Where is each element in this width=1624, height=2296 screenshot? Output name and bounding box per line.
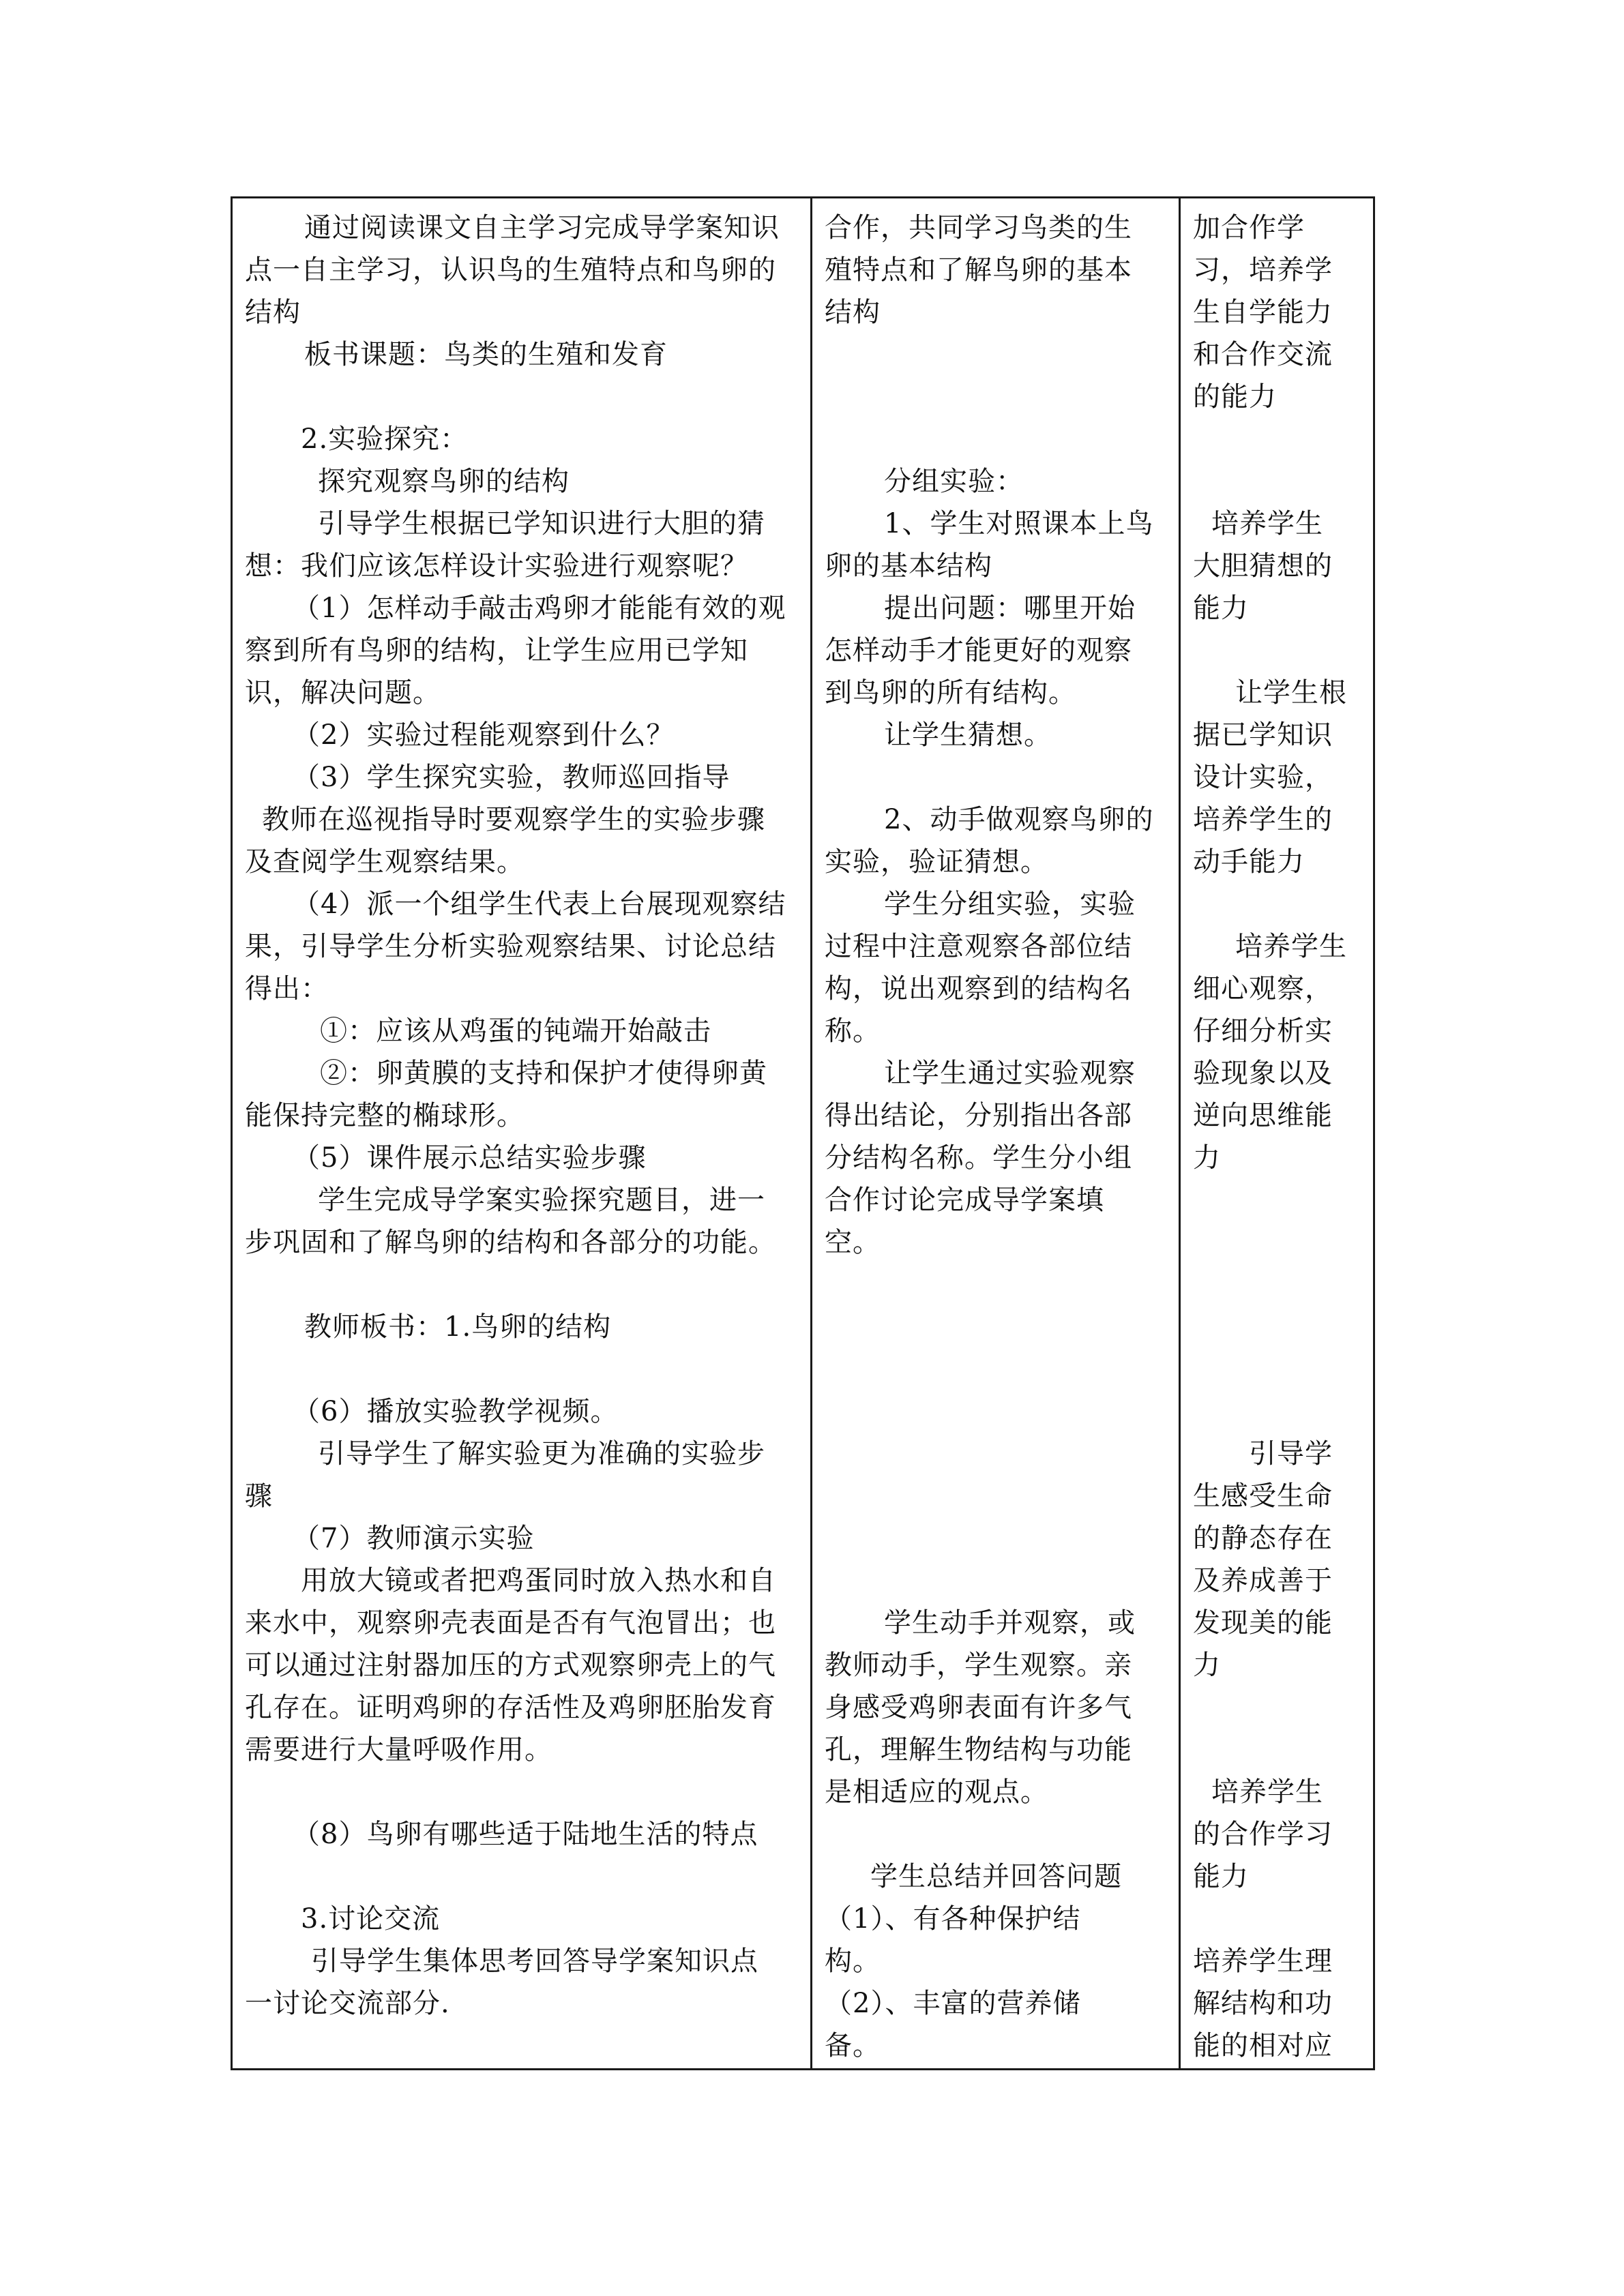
col1-text-line: ①：应该从鸡蛋的钝端开始敲击	[320, 1015, 711, 1047]
col1-text-line: （3）学生探究实验，教师巡回指导	[293, 762, 730, 793]
col1-text-line: 察到所有鸟卵的结构，让学生应用已学知	[245, 635, 748, 666]
col1-text-line: 得出：	[245, 973, 329, 1004]
col3-text-line: 生自学能力	[1193, 297, 1333, 328]
col3-text-line: 发现美的能	[1193, 1607, 1333, 1639]
col2-text-line: 实验，验证猜想。	[825, 846, 1048, 878]
col2-text-line: 过程中注意观察各部位结	[825, 931, 1132, 962]
col2-text-line: 构，说出观察到的结构名	[825, 973, 1132, 1004]
col3-text-line: 设计实验，	[1193, 762, 1333, 793]
col3-text-line: 生感受生命	[1193, 1480, 1333, 1512]
col2-text-line: 卵的基本结构	[825, 550, 992, 582]
col1-text-line: 步巩固和了解鸟卵的结构和各部分的功能。	[245, 1227, 776, 1258]
col2-text-line: 教师动手，学生观察。亲	[825, 1650, 1132, 1681]
col3-text-line: 力	[1193, 1142, 1221, 1174]
col1-text-line: 引导学生了解实验更为准确的实验步	[318, 1438, 765, 1470]
col3-text-line: 能力	[1193, 593, 1249, 624]
col3-text-line: 培养学生	[1211, 508, 1323, 539]
col3-text-line: 的合作学习	[1193, 1819, 1333, 1850]
col1-text-line: 板书课题：鸟类的生殖和发育	[304, 339, 668, 370]
col2-text-line: 学生总结并回答问题	[870, 1861, 1122, 1892]
col3-text-line: 据已学知识	[1193, 719, 1333, 751]
col1-text-line: 结构	[245, 297, 301, 328]
col2-text-line: 提出问题：哪里开始	[884, 593, 1136, 624]
col1-text-line: （2）实验过程能观察到什么？	[293, 719, 675, 751]
col1-text-line: 果，引导学生分析实验观察结果、讨论总结	[245, 931, 776, 962]
col2-text-line: 构。	[825, 1945, 881, 1977]
col2-text-line: 是相适应的观点。	[825, 1776, 1048, 1808]
col2-text-line: 孔，理解生物结构与功能	[825, 1734, 1132, 1765]
col1-text-line: 及查阅学生观察结果。	[245, 846, 525, 878]
col1-text-line: （6）播放实验教学视频。	[293, 1396, 619, 1427]
col1-text-line: 识，解决问题。	[245, 677, 441, 709]
col2-text-line: 让学生猜想。	[884, 719, 1052, 751]
col3-text-line: 细心观察，	[1193, 973, 1333, 1004]
col1-text-line: 教师板书：1.鸟卵的结构	[304, 1311, 612, 1343]
col2-text-line: 到鸟卵的所有结构。	[825, 677, 1076, 709]
col2-text-line: （2）、丰富的营养储	[825, 1988, 1081, 2019]
col1-text-line: 学生完成导学案实验探究题目，进一	[318, 1184, 765, 1216]
col1-text-line: 探究观察鸟卵的结构	[318, 466, 570, 497]
col1-text-line: （8）鸟卵有哪些适于陆地生活的特点	[293, 1819, 758, 1850]
col3-text-line: 动手能力	[1193, 846, 1305, 878]
col3-text-line: 和合作交流	[1193, 339, 1333, 370]
col2-text-line: 身感受鸡卵表面有许多气	[825, 1692, 1132, 1723]
col2-text-line: （1）、有各种保护结	[825, 1903, 1081, 1935]
col1-text-line: 引导学生根据已学知识进行大胆的猜	[318, 508, 765, 539]
lesson-plan-table	[231, 196, 1375, 2070]
col3-text-line: 力	[1193, 1650, 1221, 1681]
col2-text-line: 让学生通过实验观察	[884, 1058, 1136, 1089]
col1-text-line: 教师在巡视指导时要观察学生的实验步骤	[262, 804, 765, 835]
col1-text-line: 骤	[245, 1480, 273, 1512]
col2-text-line: 分组实验：	[884, 466, 1024, 497]
col3-text-line: 仔细分析实	[1193, 1015, 1333, 1047]
col3-text-line: 验现象以及	[1193, 1058, 1333, 1089]
col2-text-line: 学生分组实验，实验	[884, 889, 1136, 920]
col2-text-line: 合作，共同学习鸟类的生	[825, 212, 1132, 243]
design-intent-column	[1181, 198, 1377, 2068]
col3-text-line: 的静态存在	[1193, 1523, 1333, 1554]
col2-text-line: 怎样动手才能更好的观察	[825, 635, 1132, 666]
col2-text-line: 1、学生对照课本上鸟	[884, 508, 1154, 539]
col1-text-line: 2.实验探究：	[301, 423, 469, 455]
col1-text-line: 一讨论交流部分.	[245, 1988, 450, 2019]
col1-text-line: 3.讨论交流	[301, 1903, 441, 1935]
col2-text-line: 备。	[825, 2030, 881, 2061]
col1-text-line: （1）怎样动手敲击鸡卵才能能有效的观	[293, 593, 786, 624]
col2-text-line: 分结构名称。学生分小组	[825, 1142, 1132, 1174]
col1-text-line: 想：我们应该怎样设计实验进行观察呢？	[245, 550, 748, 582]
col3-text-line: 习，培养学	[1193, 254, 1333, 286]
col3-text-line: 的能力	[1193, 381, 1277, 413]
col3-text-line: 解结构和功	[1193, 1988, 1333, 2019]
col1-text-line: 孔存在。证明鸡卵的存活性及鸡卵胚胎发育	[245, 1692, 776, 1723]
teacher-activity-column	[233, 198, 812, 2068]
col3-text-line: 加合作学	[1193, 212, 1305, 243]
col1-text-line: 可以通过注射器加压的方式观察卵壳上的气	[245, 1650, 776, 1681]
col1-text-line: 来水中，观察卵壳表面是否有气泡冒出；也	[245, 1607, 776, 1639]
col1-text-line: 引导学生集体思考回答导学案知识点	[311, 1945, 758, 1977]
col2-text-line: 结构	[825, 297, 881, 328]
col3-text-line: 培养学生的	[1193, 804, 1333, 835]
col1-text-line: （5）课件展示总结实验步骤	[293, 1142, 647, 1174]
col3-text-line: 逆向思维能	[1193, 1100, 1333, 1131]
col3-text-line: 引导学	[1249, 1438, 1333, 1470]
col1-text-line: ②：卵黄膜的支持和保护才使得卵黄	[320, 1058, 767, 1089]
col3-text-line: 大胆猜想的	[1193, 550, 1333, 582]
col1-text-line: 能保持完整的椭球形。	[245, 1100, 525, 1131]
col2-text-line: 殖特点和了解鸟卵的基本	[825, 254, 1132, 286]
col2-text-line: 得出结论，分别指出各部	[825, 1100, 1132, 1131]
student-activity-column	[812, 198, 1181, 2068]
col1-text-line: 需要进行大量呼吸作用。	[245, 1734, 552, 1765]
col2-text-line: 学生动手并观察，或	[884, 1607, 1136, 1639]
col1-text-line: （7）教师演示实验	[293, 1523, 535, 1554]
col3-text-line: 让学生根	[1235, 677, 1347, 709]
col3-text-line: 及养成善于	[1193, 1565, 1333, 1596]
col2-text-line: 2、动手做观察鸟卵的	[884, 804, 1154, 835]
col2-text-line: 合作讨论完成导学案填	[825, 1184, 1104, 1216]
col1-text-line: （4）派一个组学生代表上台展现观察结	[293, 889, 786, 920]
col1-text-line: 用放大镜或者把鸡蛋同时放入热水和自	[301, 1565, 776, 1596]
col1-text-line: 点一自主学习，认识鸟的生殖特点和鸟卵的	[245, 254, 776, 286]
col2-text-line: 空。	[825, 1227, 881, 1258]
col3-text-line: 培养学生	[1235, 931, 1347, 962]
col3-text-line: 培养学生	[1211, 1776, 1323, 1808]
col1-text-line: 通过阅读课文自主学习完成导学案知识	[304, 212, 780, 243]
col3-text-line: 能的相对应	[1193, 2030, 1333, 2061]
col2-text-line: 称。	[825, 1015, 881, 1047]
col3-text-line: 能力	[1193, 1861, 1249, 1892]
col3-text-line: 培养学生理	[1193, 1945, 1333, 1977]
